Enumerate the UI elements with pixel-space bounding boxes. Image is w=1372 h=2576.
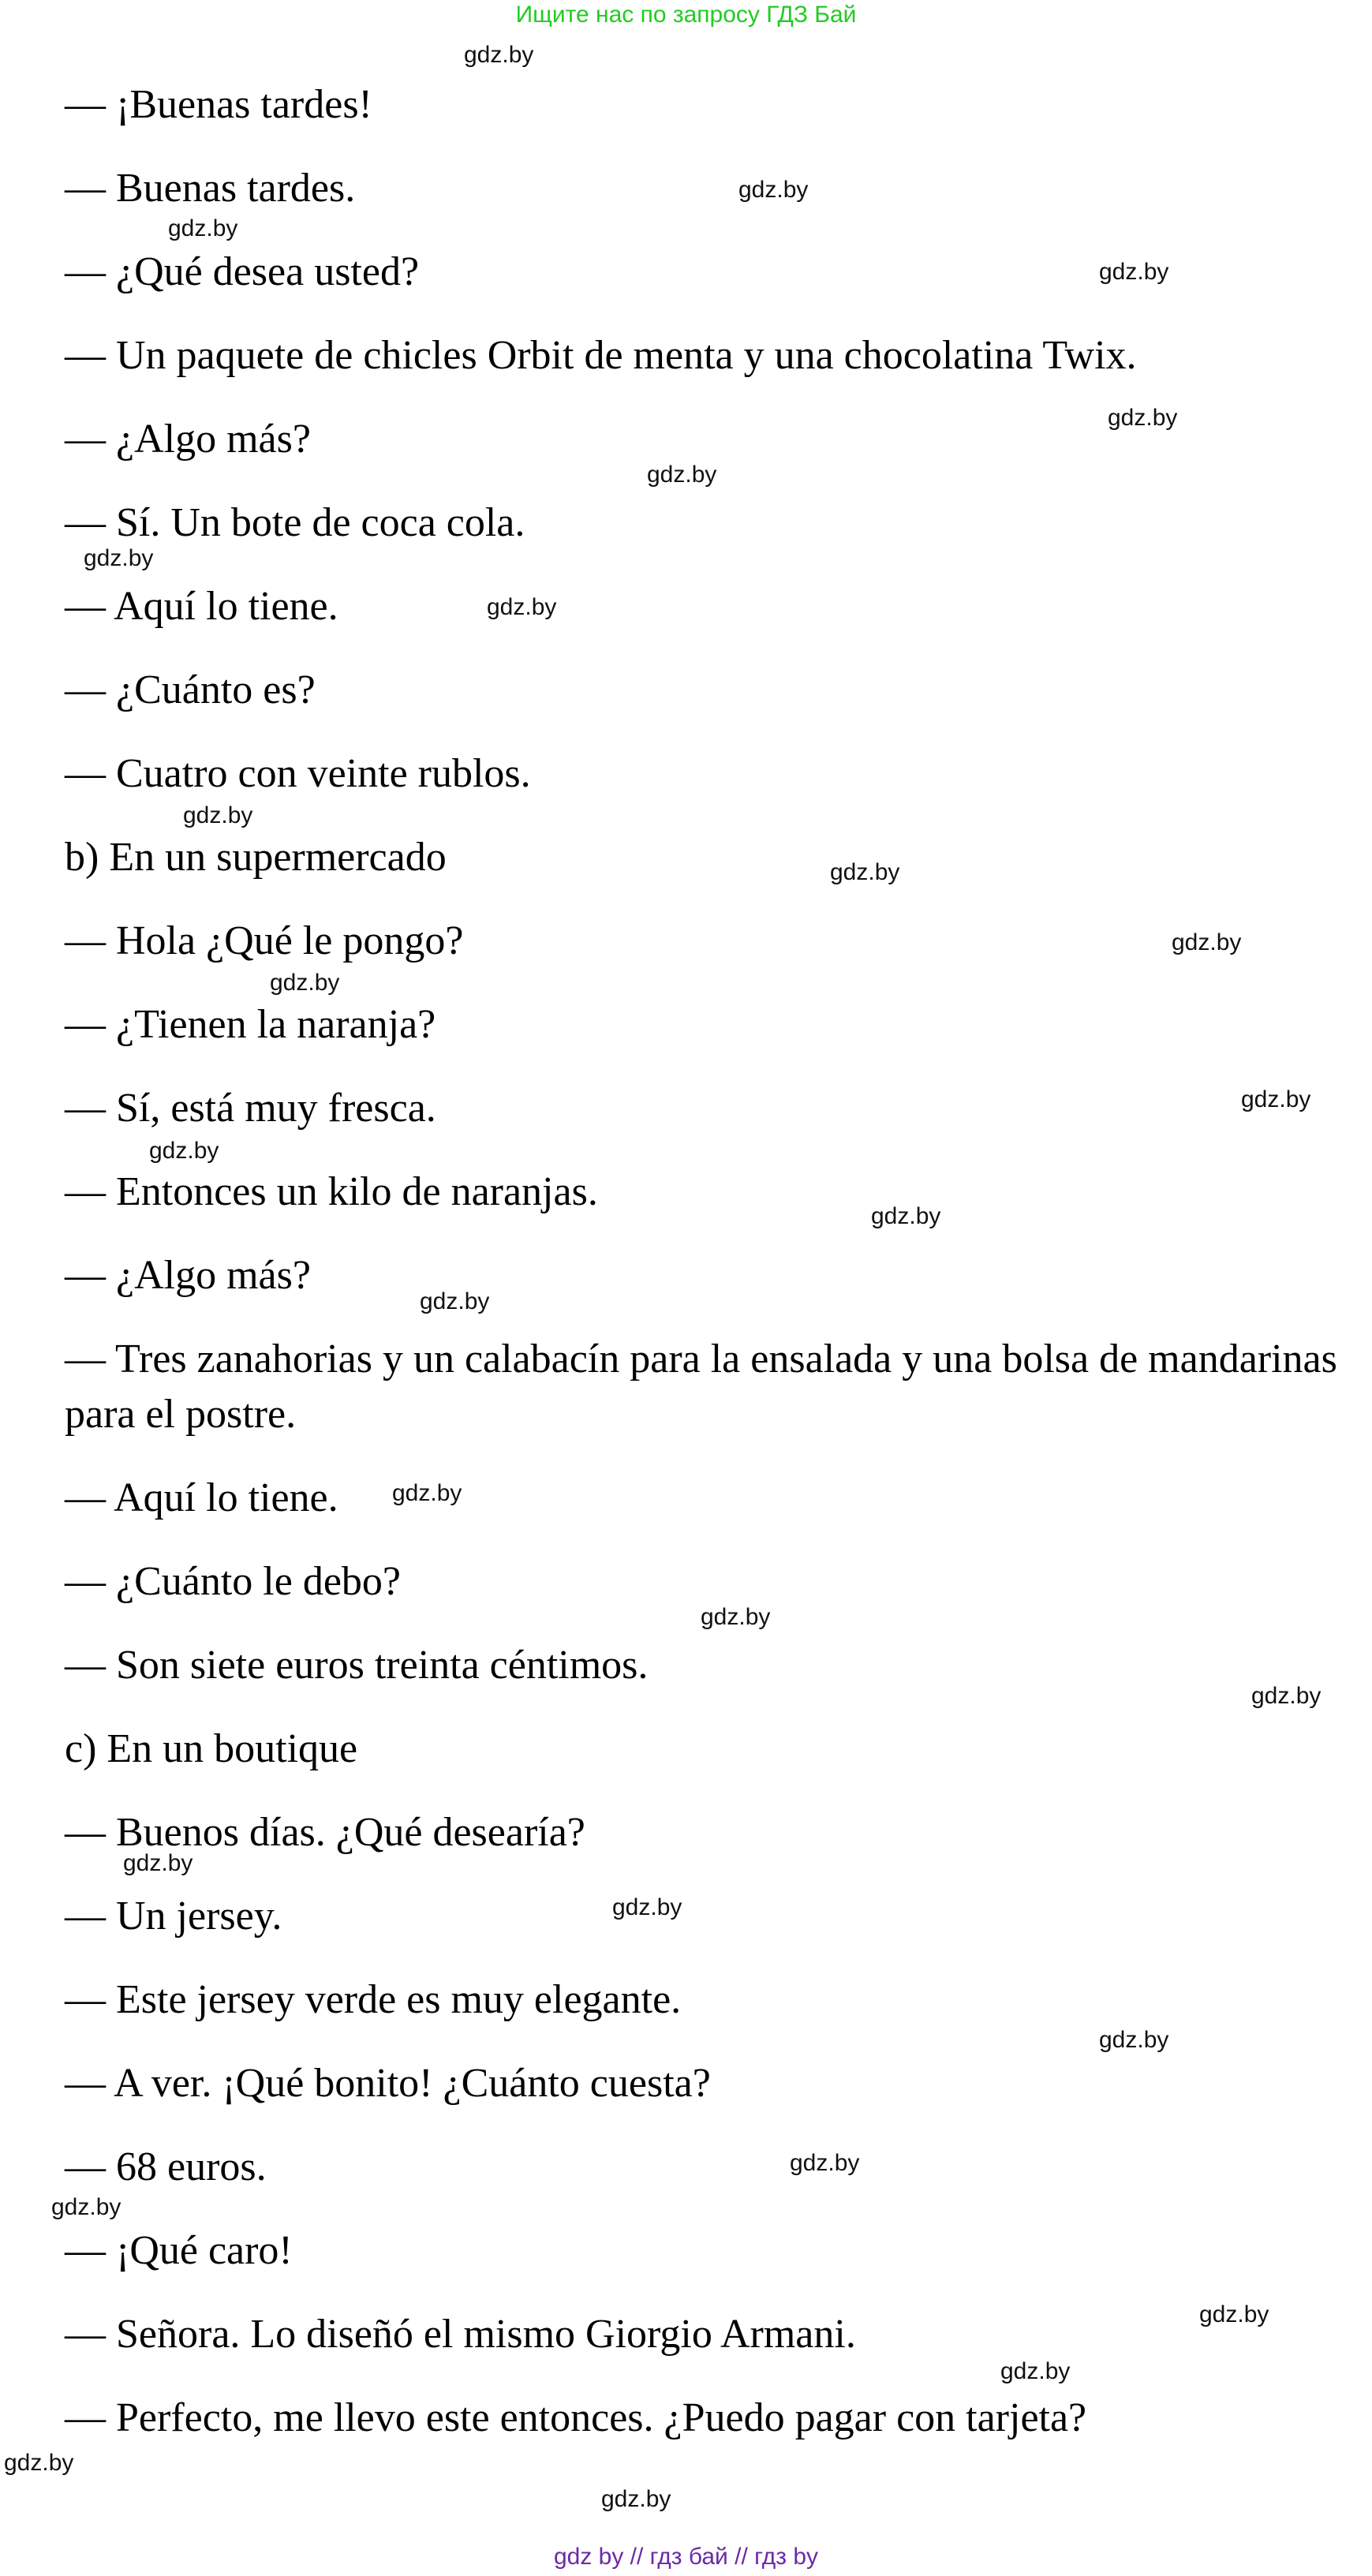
dialogue-line: — 68 euros.: [65, 2144, 267, 2189]
dialogue-line: — Un jersey.: [65, 1894, 282, 1939]
watermark: gdz.by: [738, 177, 809, 203]
dialogue-line: — ¡Buenas tardes!: [65, 82, 372, 127]
dialogue-line: — A ver. ¡Qué bonito! ¿Cuánto cuesta?: [65, 2061, 711, 2106]
watermark: gdz.by: [601, 2486, 671, 2512]
dialogue-line: — Sí. Un bote de coca cola.: [65, 500, 525, 545]
dialogue-line: — ¿Cuánto le debo?: [65, 1559, 401, 1604]
watermark: gdz.by: [487, 594, 557, 620]
dialogue-line: — ¿Qué desea usted?: [65, 249, 420, 294]
dialogue-line: — Señora. Lo diseñó el mismo Giorgio Armani.: [65, 2312, 856, 2357]
watermark: gdz.by: [420, 1288, 490, 1314]
watermark: gdz.by: [84, 545, 154, 571]
watermark: gdz.by: [270, 970, 340, 996]
dialogue-line: — ¿Cuánto es?: [65, 667, 316, 712]
dialogue-line: — ¿Algo más?: [65, 417, 311, 462]
watermark: gdz.by: [1172, 929, 1242, 955]
dialogue-line: — Este jersey verde es muy elegante.: [65, 1977, 682, 2022]
watermark: gdz.by: [830, 859, 900, 885]
dialogue-line: — Aquí lo tiene.: [65, 1475, 338, 1520]
watermark: gdz.by: [1241, 1086, 1311, 1112]
top-banner: Ищите нас по запросу ГДЗ Бай: [515, 2, 857, 28]
dialogue-line: — ¿Algo más?: [65, 1253, 311, 1298]
watermark: gdz.by: [464, 42, 534, 68]
section-heading: b) En un supermercado: [65, 835, 447, 880]
dialogue-line: — Perfecto, me llevo este entonces. ¿Puedo pagar con tarjeta?: [65, 2395, 1087, 2440]
dialogue-line: — Cuatro con veinte rublos.: [65, 751, 531, 796]
dialogue-line: — Hola ¿Qué le pongo?: [65, 918, 464, 963]
watermark: gdz.by: [168, 215, 238, 241]
watermark: gdz.by: [51, 2194, 121, 2220]
watermark: gdz.by: [701, 1604, 771, 1630]
watermark: gdz.by: [1251, 1683, 1322, 1709]
watermark: gdz.by: [183, 802, 253, 828]
watermark: gdz.by: [612, 1894, 682, 1920]
watermark: gdz.by: [1108, 405, 1178, 431]
watermark: gdz.by: [392, 1480, 462, 1506]
section-heading: c) En un boutique: [65, 1726, 358, 1771]
watermark: gdz.by: [1199, 2301, 1269, 2327]
watermark: gdz.by: [149, 1138, 219, 1164]
watermark: gdz.by: [1099, 259, 1169, 285]
watermark: gdz.by: [1099, 2027, 1169, 2053]
dialogue-line: — Son siete euros treinta céntimos.: [65, 1643, 649, 1688]
watermark: gdz.by: [123, 1850, 193, 1876]
dialogue-line: — ¿Tienen la naranja?: [65, 1002, 436, 1047]
dialogue-line: — Sí, está muy fresca.: [65, 1086, 436, 1131]
dialogue-line: — ¡Qué caro!: [65, 2228, 293, 2273]
dialogue-line: — Tres zanahorias y un calabacín para la ensalada y una bolsa de mandarinas para el postre.: [65, 1337, 1337, 1437]
dialogue-line: — Entonces un kilo de naranjas.: [65, 1169, 598, 1214]
dialogue-line: — Buenos días. ¿Qué desearía?: [65, 1810, 585, 1855]
watermark: gdz.by: [4, 2450, 74, 2476]
dialogue-line: — Buenas tardes.: [65, 166, 356, 211]
watermark: gdz.by: [1000, 2358, 1071, 2384]
watermark: gdz.by: [871, 1203, 941, 1229]
dialogue-line: — Aquí lo tiene.: [65, 584, 338, 629]
dialogue-line: — Un paquete de chicles Orbit de menta y una chocolatina Twix.: [65, 333, 1137, 378]
watermark: gdz.by: [647, 462, 717, 488]
footer-links: gdz by // гдз бай // гдз by: [553, 2544, 819, 2570]
watermark: gdz.by: [790, 2150, 860, 2176]
